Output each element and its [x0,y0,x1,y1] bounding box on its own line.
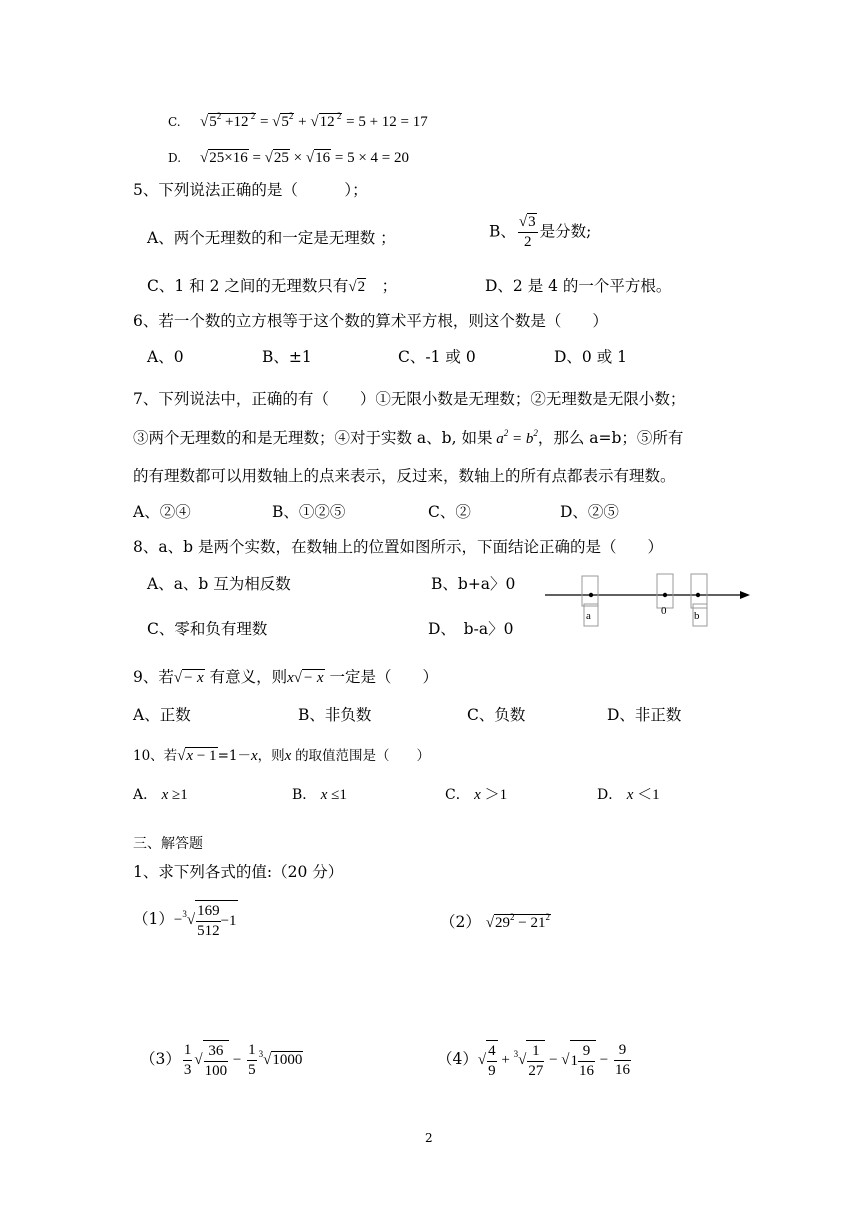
q9-option-c: C、负数 [467,706,526,724]
label-b: b [694,610,700,622]
q10-x-1: x [250,748,258,764]
q7-option-c: C、② [428,503,471,521]
q10-option-d-label: D． [597,787,623,803]
q9-suffix: 一定是（ ） [329,668,438,686]
q10-option-c-expr: x ＞1 [474,787,508,803]
problem-1-expr: −$^3$√ $\frac{169}{512}$ −1 [174,912,238,928]
q5-stem: 5、下列说法正确的是（ ）； [133,181,368,199]
q4-option-d-formula: √25×16 = √25 × √16 = 5 × 4 = 20 [200,150,409,166]
q5-option-c-prefix: C、1 和 2 之间的无理数只有 [147,277,349,295]
q8-stem: 8、a、b 是两个实数，在数轴上的位置如图所示，下面结论正确的是（ ） [133,538,663,556]
q5-option-a: A、两个无理数的和一定是无理数 ； [147,229,396,247]
q5-option-c [147,276,397,297]
problem-2-expr: $√29^2 - 21^2$ [485,912,551,931]
q9-option-d: D、非正数 [607,706,682,724]
q5-option-d: D、2 是 4 的一个平方根。 [485,277,672,295]
problem-4 [437,1039,633,1081]
q7-line2-a: ③两个无理数的和是无理数；④对于实数 a、b, 如果 [133,429,493,447]
q4-option-c-label: C. [168,115,181,129]
q8-option-c: C、零和负有理数 [147,620,268,638]
q5-option-c-sqrt: √2 [348,279,366,295]
q10-option-c [445,785,507,805]
q4-option-c [168,111,428,132]
q6-stem: 6、若一个数的立方根等于这个数的算术平方根，则这个数是（ ） [133,312,608,330]
q4-option-d-label: D. [168,151,182,165]
q7-line1: 7、下列说法中，正确的有（ ）①无限小数是无理数；②无理数是无限小数； [133,390,686,408]
point-zero [663,593,667,597]
q8-option-b: B、b+a〉0 [431,575,516,593]
problem-4-label: （4） [437,1050,478,1068]
problem-4-expr: √ $\frac{4}{9}$ + $^3$√ $\frac{1}{27}$ − √1 $\frac{9}{16}$ − $\frac{9}{16}$ [478,1052,633,1068]
q6-option-c: C、-1 或 0 [398,348,476,366]
q5-option-b-fraction: $\frac{√3}{2}$ [518,214,536,250]
problem-1 [133,899,238,941]
q10-x-2: x [284,748,296,764]
q7-option-d: D、②⑤ [560,503,619,521]
q6-option-d: D、0 或 1 [554,348,628,366]
point-a [589,593,593,597]
q10-option-c-label: C． [445,787,470,803]
problem-2-label: （2） [440,913,481,931]
q10-option-a-label: A． [133,787,158,803]
q9-option-a: A、正数 [133,706,191,724]
label-box-0-upper [657,574,673,608]
number-line-arrow [740,591,750,599]
q4-option-c-formula: $√5^2 +12$ $^2 = √5^2 + √12$ $^2$ = 5 + 12 = 17 [200,111,428,130]
label-box-a-upper [582,576,598,606]
problem-3-expr: $\frac{1}{3}$ √ $\frac{36}{100}$ − $\frac{1}{5}$ $^3$√1000 [181,1052,303,1068]
q7-line2-b: ，那么 a=b；⑤所有 [537,429,684,447]
q10-option-d-expr: x ＜1 [626,787,660,803]
problem-3 [140,1039,303,1081]
problem-3-label: （3） [140,1050,181,1068]
q10-stem [133,746,430,766]
q5-option-b-prefix: B、 [489,222,516,241]
q10-mid: =1－ [217,748,251,764]
number-line-figure [540,568,755,634]
q10-option-b-label: B． [292,787,317,803]
q10-option-d [597,785,660,805]
q7-line3: 的有理数都可以用数轴上的点来表示，反过来，数轴上的所有点都表示有理数。 [133,467,676,485]
q10-prefix: 10、若 [133,748,178,764]
q10-suffix: 的取值范围是（ ） [295,748,431,764]
q9-prefix: 9、若 [133,668,174,686]
problem-2 [440,912,551,933]
label-box-b-upper [691,574,707,608]
q8-option-a: A、a、b 互为相反数 [147,575,291,593]
section3-q1: 1、求下列各式的值:（20 分） [133,863,344,881]
problem-1-label: （1） [133,910,174,928]
q9-option-b: B、非负数 [298,706,372,724]
q10-option-b [292,785,347,805]
q10-then: ，则 [257,748,285,764]
q10-option-b-expr: x ≤1 [320,787,347,803]
q7-option-a: A、②④ [133,503,191,521]
q7-option-b: B、①②⑤ [272,503,346,521]
q5-option-b-suffix: 是分数; [539,222,592,241]
q5-option-b [489,213,591,252]
point-b [696,593,700,597]
label-zero: 0 [661,605,667,617]
page-number: 2 [425,1131,433,1145]
q10-option-a-expr: x ≥1 [161,787,188,803]
q8-option-d: D、 b-a〉0 [428,620,514,638]
q6-option-b: B、±1 [262,348,312,366]
q5-option-c-suffix: ； [381,277,398,295]
q6-option-a: A、0 [147,348,184,366]
q9-product-expr: x√− x [287,670,324,686]
q10-sqrt-expr: √x − 1 [177,748,217,764]
q10-option-a [133,785,188,805]
section3-title: 三、解答题 [133,836,203,852]
q9-sqrt-expr: √− x [173,670,204,686]
q9-mid: 有意义，则 [209,668,288,686]
q4-option-d [168,147,409,168]
q7-equation: $a^2 = b^2$ [492,428,538,447]
q7-line2 [133,428,683,449]
q9-stem [133,667,438,688]
label-a: a [586,610,591,622]
